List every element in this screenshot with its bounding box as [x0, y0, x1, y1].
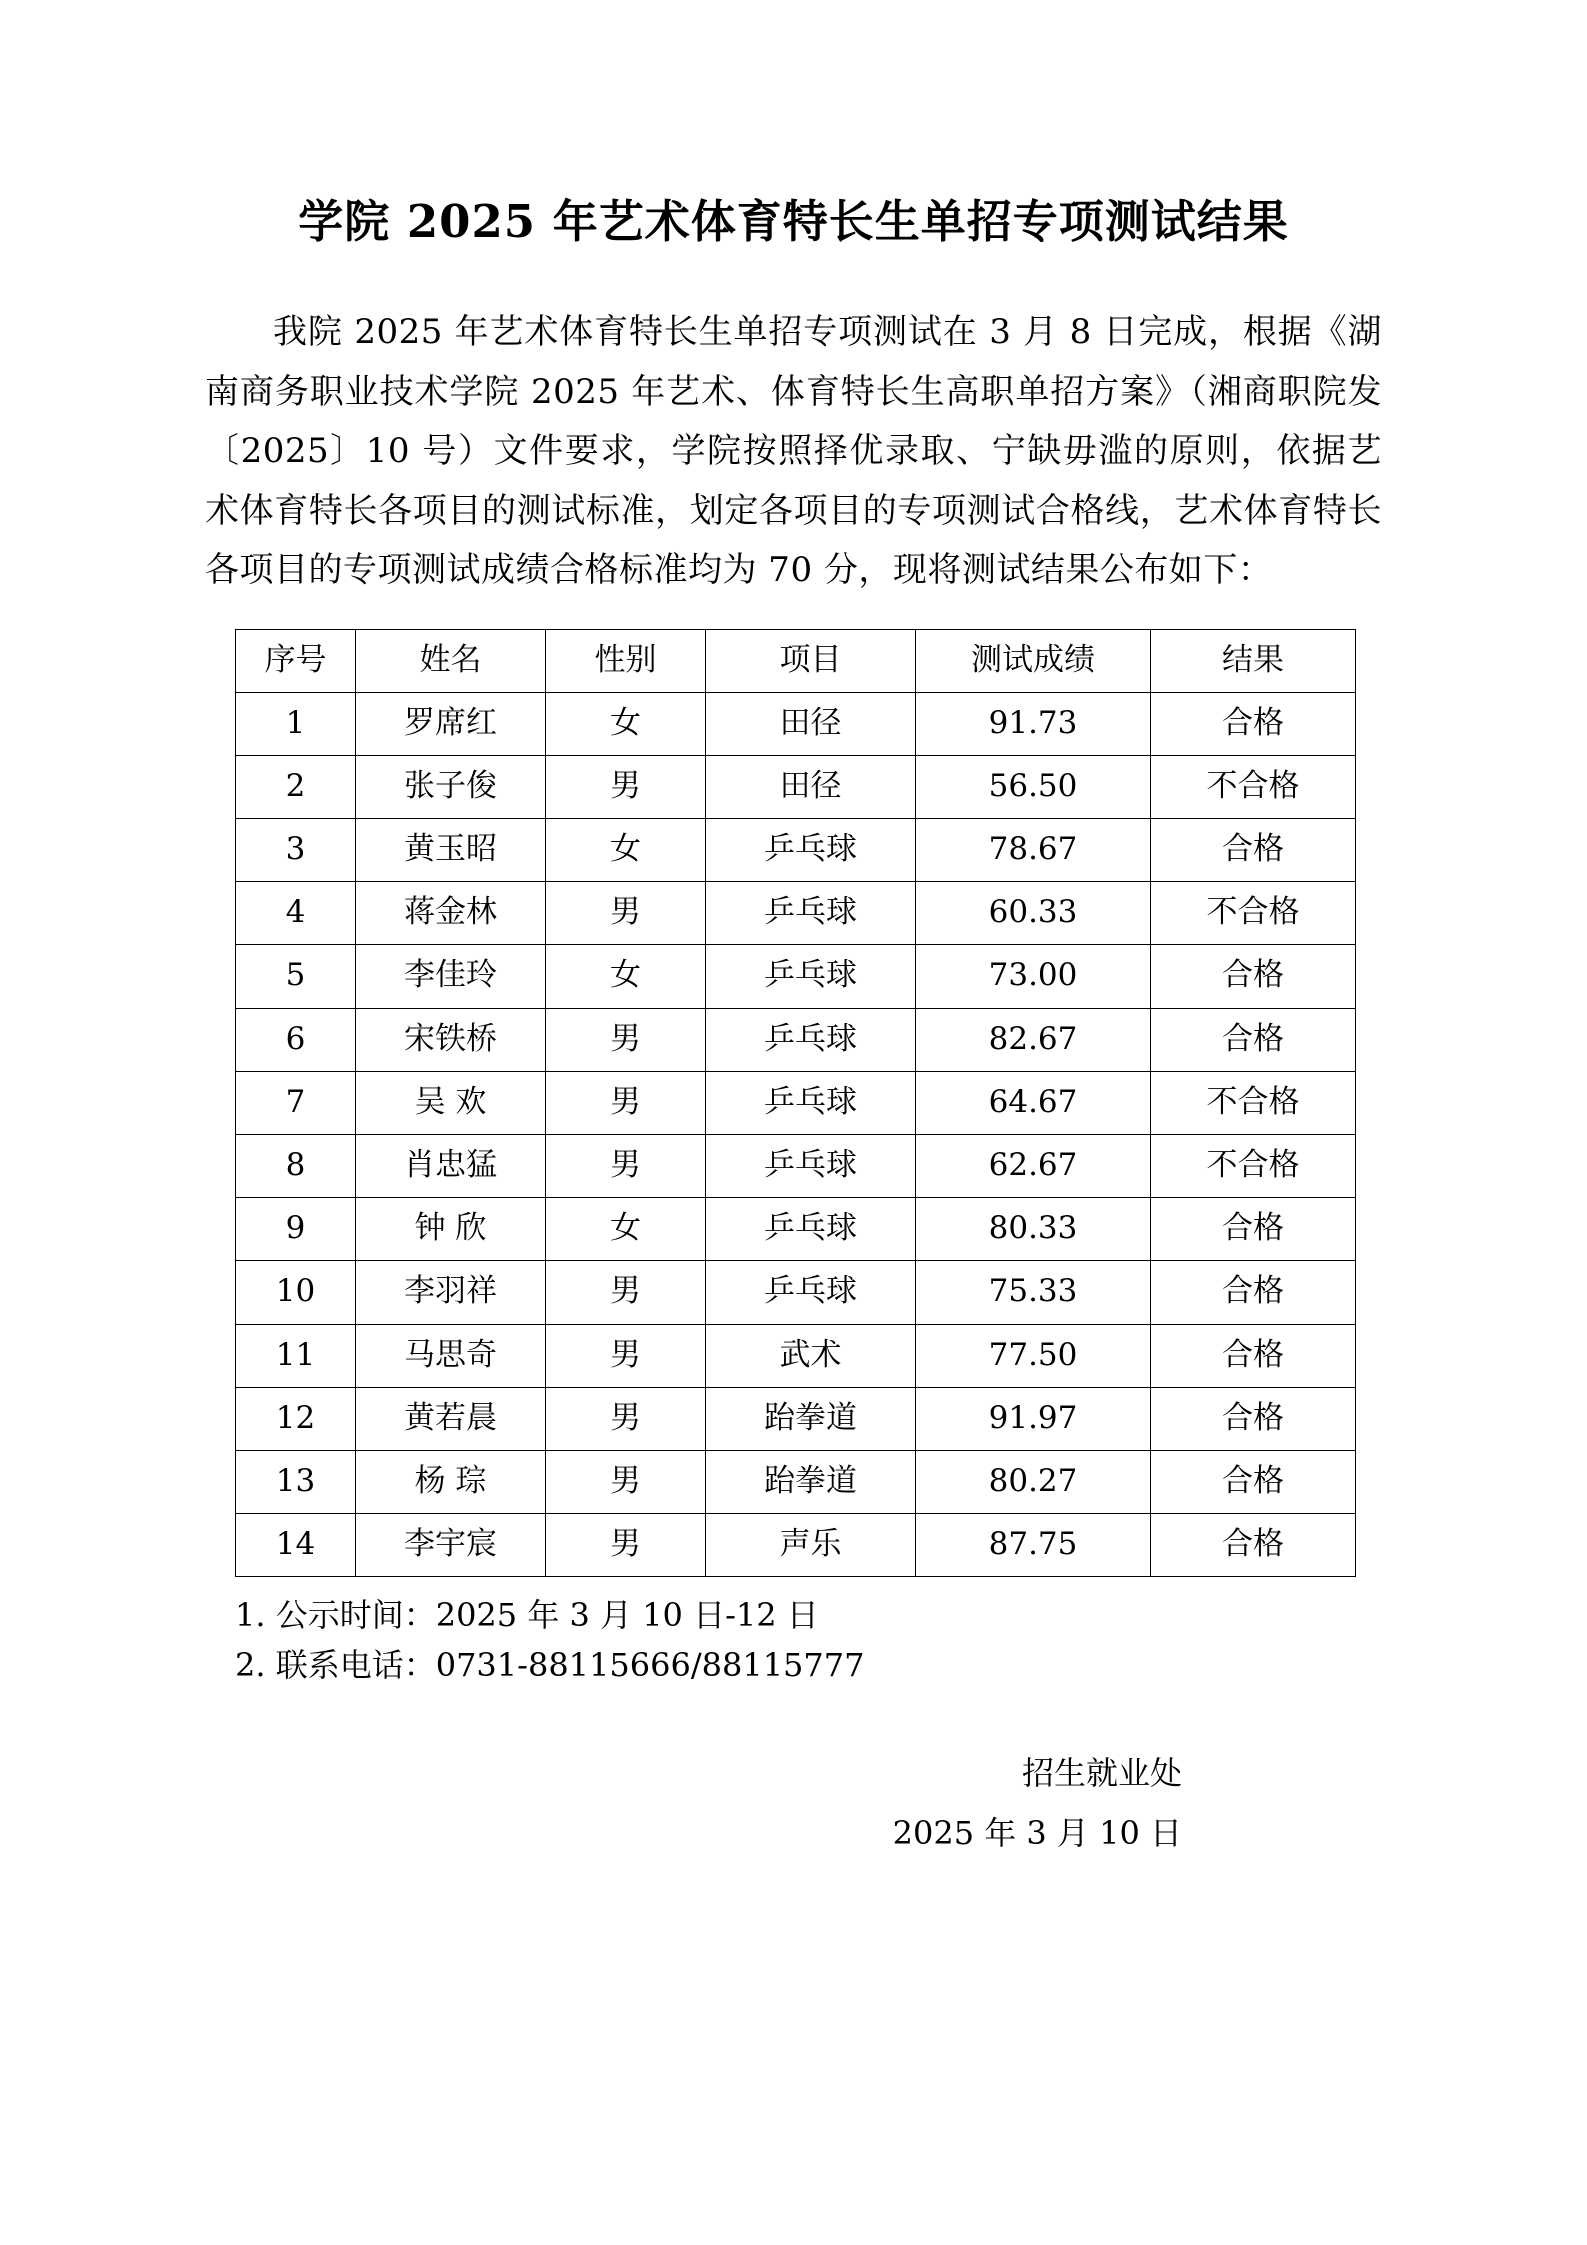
table-cell-result: 合格: [1151, 945, 1356, 1008]
table-cell-index: 3: [236, 819, 356, 882]
table-header-row: [236, 629, 1356, 692]
table-row: [236, 882, 1356, 945]
table-cell-score: 64.67: [916, 1071, 1151, 1134]
table-cell-result: 合格: [1151, 1261, 1356, 1324]
table-cell-name: 宋铁桥: [356, 1008, 546, 1071]
table-header-cell: 序号: [236, 629, 356, 692]
table-cell-score: 77.50: [916, 1324, 1151, 1387]
note-contact-phone: 2. 联系电话：0731-88115666/88115777: [235, 1645, 865, 1684]
table-cell-name: 肖忠猛: [356, 1135, 546, 1198]
table-cell-gender: 男: [546, 1324, 706, 1387]
table-cell-event: 乒乓球: [706, 1261, 916, 1324]
table-cell-result: 合格: [1151, 692, 1356, 755]
table-cell-event: 乒乓球: [706, 945, 916, 1008]
table-cell-score: 80.33: [916, 1198, 1151, 1261]
table-row: [236, 1261, 1356, 1324]
table-cell-index: 2: [236, 755, 356, 818]
table-cell-event: 乒乓球: [706, 1071, 916, 1134]
table-cell-gender: 女: [546, 819, 706, 882]
table-cell-index: 5: [236, 945, 356, 1008]
note-publication-period: 1. 公示时间：2025 年 3 月 10 日-12 日: [235, 1596, 819, 1635]
table-cell-score: 91.73: [916, 692, 1151, 755]
table-cell-result: 合格: [1151, 1387, 1356, 1450]
table-cell-event: 田径: [706, 692, 916, 755]
table-row: [236, 1008, 1356, 1071]
table-cell-gender: 女: [546, 692, 706, 755]
table-row: [236, 1514, 1356, 1577]
table-cell-event: 田径: [706, 755, 916, 818]
page-title: 学院 2025 年艺术体育特长生单招专项测试结果: [298, 195, 1289, 248]
table-cell-gender: 女: [546, 1198, 706, 1261]
table-cell-event: 声乐: [706, 1514, 916, 1577]
table-cell-event: 乒乓球: [706, 1135, 916, 1198]
table-cell-name: 张子俊: [356, 755, 546, 818]
table-header-cell: 性别: [546, 629, 706, 692]
table-row: [236, 1387, 1356, 1450]
table-cell-name: 李宇宸: [356, 1514, 546, 1577]
table-row: [236, 1324, 1356, 1387]
table-cell-gender: 女: [546, 945, 706, 1008]
table-cell-gender: 男: [546, 1514, 706, 1577]
table-cell-score: 91.97: [916, 1387, 1151, 1450]
notes-section: [235, 1591, 1382, 1690]
results-table: [235, 629, 1356, 1578]
table-cell-score: 87.75: [916, 1514, 1151, 1577]
table-cell-score: 75.33: [916, 1261, 1151, 1324]
table-cell-index: 12: [236, 1387, 356, 1450]
table-cell-result: 合格: [1151, 1198, 1356, 1261]
table-cell-event: 跆拳道: [706, 1450, 916, 1513]
table-cell-name: 李佳玲: [356, 945, 546, 1008]
table-cell-result: 不合格: [1151, 882, 1356, 945]
table-cell-gender: 男: [546, 1071, 706, 1134]
table-cell-name: 黄若晨: [356, 1387, 546, 1450]
table-cell-score: 60.33: [916, 882, 1151, 945]
table-row: [236, 819, 1356, 882]
table-cell-result: 合格: [1151, 1514, 1356, 1577]
table-cell-index: 4: [236, 882, 356, 945]
table-cell-name: 马思奇: [356, 1324, 546, 1387]
signature-department: 招生就业处: [1021, 1753, 1182, 1792]
table-cell-result: 合格: [1151, 1450, 1356, 1513]
table-cell-name: 钟 欣: [356, 1198, 546, 1261]
table-cell-index: 10: [236, 1261, 356, 1324]
table-cell-score: 82.67: [916, 1008, 1151, 1071]
table-cell-gender: 男: [546, 1261, 706, 1324]
table-header-cell: 姓名: [356, 629, 546, 692]
table-cell-gender: 男: [546, 882, 706, 945]
table-cell-result: 不合格: [1151, 755, 1356, 818]
table-cell-event: 跆拳道: [706, 1387, 916, 1450]
table-header-cell: 结果: [1151, 629, 1356, 692]
table-cell-event: 乒乓球: [706, 1008, 916, 1071]
table-cell-index: 9: [236, 1198, 356, 1261]
table-cell-index: 1: [236, 692, 356, 755]
table-cell-result: 合格: [1151, 819, 1356, 882]
table-row: [236, 755, 1356, 818]
table-cell-result: 合格: [1151, 1008, 1356, 1071]
table-cell-index: 13: [236, 1450, 356, 1513]
table-cell-name: 杨 琮: [356, 1450, 546, 1513]
table-cell-event: 乒乓球: [706, 1198, 916, 1261]
table-row: [236, 945, 1356, 1008]
intro-paragraph: 我院 2025 年艺术体育特长生单招专项测试在 3 月 8 日完成，根据《湖南商务职业技术学院 2025 年艺术、体育特长生高职单招方案》（湘商职院发〔2025〕10 号）文件要求，学院按照择优录取、宁缺毋滥的原则，依据艺术体育特长各项目的测试标准，划定各项目的专项测试合格线，艺术体育特长各项目的专项测试成绩合格标准均为 70 分，现将测试结果公布如下：: [205, 312, 1382, 590]
table-row: [236, 1071, 1356, 1134]
table-cell-index: 8: [236, 1135, 356, 1198]
table-cell-name: 吴 欢: [356, 1071, 546, 1134]
table-cell-name: 李羽祥: [356, 1261, 546, 1324]
table-cell-result: 不合格: [1151, 1071, 1356, 1134]
table-cell-index: 14: [236, 1514, 356, 1577]
table-cell-gender: 男: [546, 1135, 706, 1198]
table-row: [236, 1198, 1356, 1261]
table-cell-gender: 男: [546, 1450, 706, 1513]
table-cell-score: 62.67: [916, 1135, 1151, 1198]
table-cell-result: 合格: [1151, 1324, 1356, 1387]
table-cell-name: 罗席红: [356, 692, 546, 755]
table-row: [236, 1135, 1356, 1198]
table-row: [236, 1450, 1356, 1513]
table-cell-event: 乒乓球: [706, 882, 916, 945]
table-cell-event: 武术: [706, 1324, 916, 1387]
table-cell-index: 6: [236, 1008, 356, 1071]
table-cell-event: 乒乓球: [706, 819, 916, 882]
table-header-cell: 测试成绩: [916, 629, 1151, 692]
table-cell-gender: 男: [546, 1008, 706, 1071]
table-cell-name: 蒋金林: [356, 882, 546, 945]
table-cell-index: 11: [236, 1324, 356, 1387]
table-cell-gender: 男: [546, 755, 706, 818]
table-cell-gender: 男: [546, 1387, 706, 1450]
table-cell-index: 7: [236, 1071, 356, 1134]
signature-date: 2025 年 3 月 10 日: [892, 1814, 1182, 1853]
table-cell-score: 78.67: [916, 819, 1151, 882]
table-cell-score: 80.27: [916, 1450, 1151, 1513]
table-cell-score: 56.50: [916, 755, 1151, 818]
table-cell-name: 黄玉昭: [356, 819, 546, 882]
table-cell-score: 73.00: [916, 945, 1151, 1008]
signature-block: [205, 1743, 1382, 1865]
table-row: [236, 692, 1356, 755]
table-cell-result: 不合格: [1151, 1135, 1356, 1198]
table-header-cell: 项目: [706, 629, 916, 692]
